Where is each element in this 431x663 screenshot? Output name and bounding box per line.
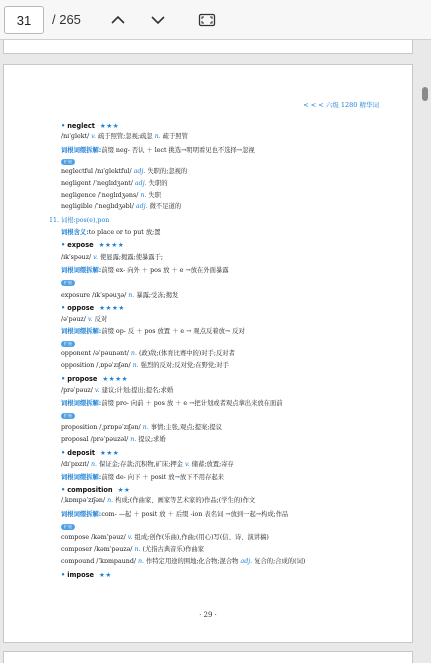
headword: • expose (61, 241, 94, 249)
extension-tag-line (61, 339, 75, 348)
headword-line (61, 449, 119, 458)
part-of-speech: n. (134, 546, 141, 553)
entry-line (61, 386, 173, 395)
page-total: / 265 (52, 12, 81, 27)
analysis-text: 前缀 pro- 向前 ＋ pos 放 ＋ e →把计划或者观点拿出来放在面前 (101, 400, 283, 407)
definition: 作特定用途的围地;化合物;混合物 (144, 558, 241, 565)
entry-line (61, 253, 163, 262)
analysis-label: 词根词缀拆解: (61, 511, 102, 518)
entry-text: opponent /əˈpəunənt/ (61, 350, 131, 357)
entry-line (61, 460, 234, 469)
headword: • impose (61, 571, 94, 579)
entry-line (61, 533, 269, 542)
root-analysis-line (61, 399, 283, 408)
frequency-stars: ★★★★ (102, 375, 129, 383)
part-of-speech: v. (91, 133, 96, 140)
root-analysis-line (61, 266, 229, 275)
headword: • neglect (61, 122, 95, 130)
previous-page-button[interactable] (105, 7, 131, 33)
part-of-speech: adj. (133, 168, 146, 175)
entry-text: negligent /ˈneɡlɪdʒənt/ (61, 180, 135, 187)
extension-tag-line (61, 411, 75, 420)
extension-tag-line (61, 522, 75, 531)
part-of-speech: v. (94, 387, 100, 394)
entry-text: compound /ˈkɒmpaund/ (61, 558, 138, 565)
entry-line (61, 202, 181, 211)
extension-tag: 扩展 (61, 159, 75, 165)
entry-text: /ɪkˈspəuz/ (61, 254, 94, 261)
frequency-stars: ★★★ (100, 449, 120, 457)
frequency-stars: ★★ (99, 571, 112, 579)
extension-tag-line (61, 278, 75, 287)
entry-text: /nɪˈɡlekt/ (61, 133, 92, 140)
part-of-speech: n. (130, 350, 137, 357)
page-number: · 29 · (199, 611, 217, 619)
fit-page-icon (198, 13, 216, 27)
part-of-speech: n. (154, 133, 161, 140)
headword: • oppose (61, 304, 94, 312)
definition: 事情;主张,观点;提案;提议 (148, 424, 223, 431)
entry-line (61, 361, 229, 370)
part-of-speech: v. (127, 534, 133, 541)
document-page (3, 64, 413, 643)
definition: 暴露;受冻;揭发 (134, 292, 179, 299)
definition: 强烈的反对;反对党;在野党;对手 (138, 362, 229, 369)
page-number-input[interactable] (4, 6, 44, 34)
headword-line (61, 375, 128, 384)
definition: 使显露;揭露;使暴露于; (97, 254, 164, 261)
root-analysis-line (61, 510, 288, 519)
frequency-stars: ★★★★ (99, 304, 125, 312)
frequency-stars: ★★ (117, 486, 131, 494)
headword: • propose (61, 375, 97, 383)
entry-text: /dɪˈpɒzɪt/ (61, 461, 91, 468)
part-of-speech: adj. (134, 180, 147, 187)
analysis-text: 前缀 de- 向下 ＋ posit 放→放下不用存起来 (101, 474, 224, 481)
analysis-text: to place or to put 放;置 (88, 229, 161, 236)
definition: 失职的 (146, 180, 168, 187)
headword: • composition (61, 486, 113, 494)
definition: (政)敌;(体育比赛中的)对手;反对者 (136, 350, 235, 357)
entry-text: /ˌkɒmpəˈzɪʃən/ (61, 497, 108, 504)
next-page-edge (3, 651, 413, 663)
entry-text: opposition /ˌɒpəˈzɪʃən/ (61, 362, 133, 369)
definition: 疏于照管;忽视;疏忽 (95, 133, 155, 140)
definition: 建议;计划;提出;提名;求婚 (99, 387, 174, 394)
vertical-scrollbar[interactable] (418, 40, 431, 663)
entry-line (61, 291, 178, 300)
analysis-text: 前缀 op- 反 ＋ pos 放置 ＋ e → 观点反着放→ 反对 (101, 328, 245, 335)
definition: 构成;(作曲家、画家等艺术家的)作品;(学生的)作文 (113, 497, 256, 504)
extension-tag: 扩展 (61, 413, 75, 419)
extension-tag-line (61, 157, 75, 166)
headword-line (61, 304, 125, 313)
analysis-text: com- —起 ＋ posit 放 ＋ 后缀 -ion 表名词 →放到一起→构成;作品 (101, 511, 289, 518)
extension-tag: 扩展 (61, 341, 75, 347)
entry-line (61, 315, 107, 324)
entry-text: proposal /prəˈpəuzəl/ (61, 436, 131, 443)
entry-text: negligence /ˈneɡlɪdʒəns/ (61, 192, 141, 199)
part-of-speech: v. (93, 254, 98, 261)
analysis-label: 词根词缀拆解: (61, 147, 102, 154)
part-of-speech: n. (107, 497, 114, 504)
part-of-speech: n. (137, 558, 145, 565)
definition: 保证金;存款;沉积物,矿床;押金 (97, 461, 185, 468)
entry-text: negligible /ˈneɡlɪdʒəbl/ (61, 203, 136, 210)
part-of-speech: n. (142, 424, 149, 431)
fit-page-button[interactable] (194, 7, 220, 33)
definition: 失职 (146, 192, 161, 199)
definition: 微不足道的 (147, 203, 182, 210)
analysis-text: 前缀 ex- 向外 ＋ pos 放 ＋ e →放在外面暴露 (101, 267, 229, 274)
part-of-speech: adj. (135, 203, 148, 210)
running-head: < < < 六级 1280 精华词 (303, 101, 379, 109)
definition: 储蓄;放置;寄存 (189, 461, 234, 468)
entry-text: /prəˈpəuz/ (61, 387, 95, 394)
entry-text: compose /kəmˈpəuz/ (61, 534, 128, 541)
entry-line (61, 349, 235, 358)
root-analysis-line (61, 228, 161, 237)
entry-line (61, 435, 166, 444)
entry-text: composer /kəmˈpəuzə/ (61, 546, 135, 553)
scrollbar-thumb[interactable] (422, 87, 428, 101)
next-page-button[interactable] (145, 7, 171, 33)
root-analysis-line (61, 146, 255, 155)
headword-line (61, 241, 124, 250)
chevron-up-icon (110, 15, 126, 25)
frequency-stars: ★★★★ (98, 241, 125, 249)
entry-line (61, 132, 188, 141)
part-of-speech: n. (132, 362, 139, 369)
definition: 复合的;合成的(词) (252, 558, 306, 565)
headword-line (61, 486, 130, 495)
analysis-label: 词根词缀拆解: (61, 474, 102, 481)
entry-text: /əˈpəuz/ (61, 316, 88, 323)
section-title: 11. 词根:pos(e),pon (49, 217, 110, 224)
section-heading (49, 216, 109, 225)
entry-line (61, 167, 187, 176)
entry-line (61, 545, 204, 554)
analysis-label: 词根词缀拆解: (61, 328, 102, 335)
definition: 组成;创作(乐曲),作曲;(用心)写(信、诗、演讲稿) (132, 534, 269, 541)
entry-text: proposition /ˌprɒpəˈzɪʃən/ (61, 424, 143, 431)
analysis-label: 词根词缀拆解: (61, 267, 102, 274)
entry-line (61, 557, 305, 566)
viewer-toolbar (0, 0, 431, 40)
frequency-stars: ★★★ (99, 122, 120, 130)
definition: 提议;求婚 (136, 436, 166, 443)
root-analysis-line (61, 327, 245, 336)
headword-line (61, 571, 112, 580)
entry-line (61, 179, 168, 188)
part-of-speech: n. (140, 192, 147, 199)
headword-line (61, 122, 119, 131)
analysis-text: 前缀 neg- 否认 ＋ lect 挑选→明明看见也不选择→忽视 (101, 147, 255, 154)
headword: • deposit (61, 449, 95, 457)
part-of-speech: n. (90, 461, 98, 468)
part-of-speech: n. (130, 436, 137, 443)
extension-tag: 扩展 (61, 280, 75, 286)
entry-text: exposure /ɪkˈspəuʒə/ (61, 292, 129, 299)
entry-line (61, 423, 222, 432)
previous-page-edge (3, 40, 413, 54)
root-analysis-line (61, 473, 224, 482)
extension-tag: 扩展 (61, 524, 75, 530)
definition: 失职的;忽视的 (145, 168, 188, 175)
analysis-label: 词根词缀拆解: (61, 400, 102, 407)
chevron-down-icon (150, 15, 166, 25)
entry-text: neglectful /nɪˈɡlektful/ (61, 168, 134, 175)
part-of-speech: v. (184, 461, 190, 468)
analysis-label: 词根含义: (61, 229, 89, 236)
part-of-speech: v. (87, 316, 93, 323)
definition: 反对 (92, 316, 108, 323)
definition: (尤指古典音乐)作曲家 (140, 546, 205, 553)
part-of-speech: n. (128, 292, 135, 299)
part-of-speech: adj. (240, 558, 253, 565)
entry-line (61, 496, 255, 505)
entry-line (61, 191, 161, 200)
definition: 疏于照管 (160, 133, 188, 140)
